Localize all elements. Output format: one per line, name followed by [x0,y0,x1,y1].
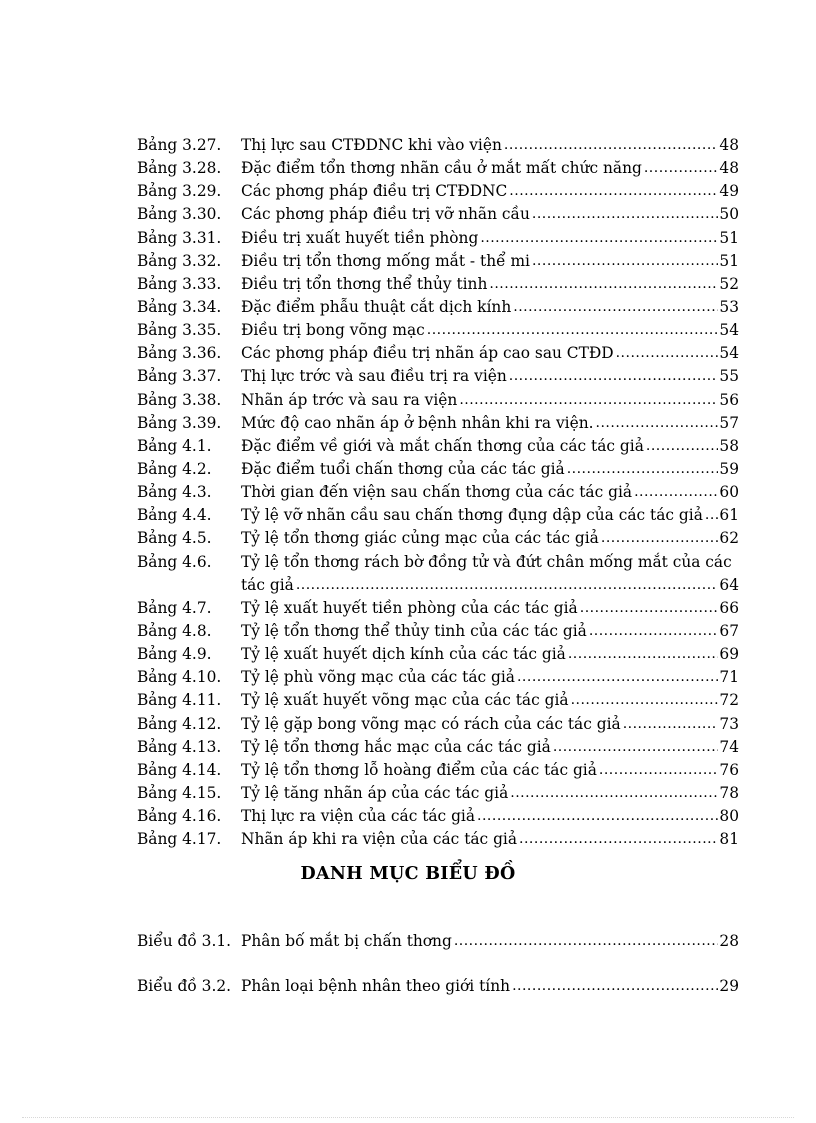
toc-entry [137,412,739,435]
toc-entry [137,620,739,643]
toc-entry [137,666,739,689]
toc-entry-title: Tỷ lệ tổn thơng lỗ hoàng điểm của các tác giả [241,760,597,779]
toc-entry [137,805,739,828]
dot-leader [705,504,719,527]
charts-list-heading: DANH MỤC BIỂU ĐỒ [300,864,516,884]
toc-entry-page: 28 [719,931,739,950]
dot-leader [599,759,719,782]
toc-entry [137,319,739,342]
toc-entry [137,458,739,481]
toc-entry [137,227,739,250]
toc-entry [137,435,739,458]
toc-entry-page: 73 [719,714,739,733]
toc-entry-page: 76 [719,760,739,779]
toc-entry-label: Bảng 4.3. [137,483,212,502]
toc-entry-title: Phân bố mắt bị chấn thơng [241,931,452,950]
toc-entry-title: Các phơng pháp điều trị nhãn áp cao sau CTĐD [241,344,614,363]
toc-entry-page: 48 [719,135,739,154]
toc-entry-page: 53 [719,297,739,316]
dot-leader [510,782,718,805]
dot-leader [568,643,719,666]
toc-entry-title: Tỷ lệ tổn thơng rách bờ đồng tử và đứt chân mống mắt của các [241,552,732,571]
toc-entry-title: Điều trị bong võng mạc [241,321,425,340]
dot-leader [489,273,718,296]
toc-entry-title: Nhãn áp trớc và sau ra viện [241,390,458,409]
toc-entry-title: Tỷ lệ phù võng mạc của các tác giả [241,668,515,687]
toc-entry-title: Thị lực sau CTĐDNC khi vào viện [241,135,502,154]
toc-entry [137,481,739,504]
toc-entry [137,250,739,273]
dot-leader [509,365,719,388]
toc-entry-label: Bảng 3.28. [137,159,222,178]
toc-entry-page: 74 [719,737,739,756]
table-list [137,134,739,851]
dot-leader [517,666,718,689]
dot-leader [509,180,718,203]
toc-entry-label: Bảng 4.2. [137,459,212,478]
toc-entry [137,527,739,550]
toc-entry-label: Bảng 3.27. [137,135,222,154]
toc-entry-label: Bảng 4.5. [137,529,212,548]
toc-entry-label: Bảng 3.39. [137,413,222,432]
toc-entry-page: 54 [719,321,739,340]
toc-entry-title: Tỷ lệ tổn thơng thể thủy tinh của các tác giả [241,621,587,640]
toc-entry-title: Điều trị tổn thơng mống mắt - thể mi [241,251,530,270]
toc-entry-page: 48 [719,159,739,178]
toc-entry-title: Tỷ lệ xuất huyết võng mạc của các tác giả [241,691,569,710]
toc-entry-title: Các phơng pháp điều trị vỡ nhãn cầu [241,205,530,224]
toc-entry-page: 29 [719,977,739,996]
toc-entry-page: 49 [719,182,739,201]
toc-entry [137,975,739,998]
toc-entry-label: Bảng 4.7. [137,598,212,617]
toc-entry [137,930,739,953]
toc-entry-title: Mức độ cao nhãn áp ở bệnh nhân khi ra viện. [241,413,594,432]
toc-entry-page: 55 [719,367,739,386]
toc-entry-label: Bảng 3.31. [137,228,222,247]
toc-entry [137,365,739,388]
toc-entry-label: Bảng 3.29. [137,182,222,201]
toc-entry [137,157,739,180]
dot-leader [427,319,719,342]
toc-entry [137,782,739,805]
toc-entry-label: Bảng 3.38. [137,390,222,409]
dot-leader [532,203,719,226]
toc-entry-page: 56 [719,390,739,409]
chart-list [137,930,739,998]
toc-entry-label: Bảng 3.36. [137,344,222,363]
toc-entry-title: Tỷ lệ gặp bong võng mạc có rách của các tác giả [241,714,621,733]
toc-entry-page: 59 [719,459,739,478]
toc-entry [137,504,739,527]
dot-leader [571,689,719,712]
toc-entry-title: Các phơng pháp điều trị CTĐDNC [241,182,508,201]
toc-entry-label: Bảng 4.13. [137,737,222,756]
toc-entry [137,273,739,296]
dot-leader [646,435,719,458]
toc-entry-label: Bảng 4.16. [137,807,222,826]
toc-entry-page: 81 [719,830,739,849]
dot-leader [623,713,719,736]
toc-entry-page: 78 [719,783,739,802]
toc-entry-label: Bảng 4.11. [137,691,222,710]
dot-leader [512,975,718,998]
toc-entry-label: Bảng 3.34. [137,297,222,316]
toc-entry-title: Tỷ lệ vỡ nhãn cầu sau chấn thơng đụng dập của các tác giả [241,506,703,525]
toc-entry-title-continued: tác giả [241,575,294,594]
toc-entry-label: Bảng 4.4. [137,506,212,525]
toc-entry-label: Bảng 3.32. [137,251,222,270]
dot-leader [296,574,719,597]
toc-entry [137,389,739,412]
toc-entry [137,643,739,666]
dot-leader [459,389,718,412]
dot-leader [644,157,719,180]
toc-entry-title: Đặc điểm tuổi chấn thơng của các tác giả [241,459,565,478]
toc-entry-page: 67 [719,621,739,640]
toc-entry-title: Thị lực trớc và sau điều trị ra viện [241,367,507,386]
dot-leader [634,481,718,504]
toc-entry-page: 64 [719,575,739,594]
toc-entry-label: Bảng 4.1. [137,436,212,455]
toc-entry [137,689,739,712]
toc-entry-title: Thị lực ra viện của các tác giả [241,807,476,826]
dot-leader [532,250,718,273]
toc-entry-label: Bảng 4.14. [137,760,222,779]
toc-entry [137,597,739,620]
toc-entry-page: 52 [719,274,739,293]
dot-leader [553,736,719,759]
toc-entry-page: 62 [719,529,739,548]
toc-entry-title: Nhãn áp khi ra viện của các tác giả [241,830,518,849]
toc-entry [137,736,739,759]
toc-entry-label: Biểu đồ 3.2. [137,977,232,996]
dot-leader [616,342,719,365]
dot-leader [589,620,719,643]
toc-entry-page: 69 [719,645,739,664]
toc-entry-page: 50 [719,205,739,224]
toc-entry-label: Bảng 4.10. [137,668,222,687]
dot-leader [513,296,718,319]
toc-entry [137,828,739,851]
toc-entry-title: Điều trị tổn thơng thể thủy tinh [241,274,488,293]
toc-entry-title: Tỷ lệ xuất huyết tiền phòng của các tác giả [241,598,578,617]
toc-entry-title: Đặc điểm phẫu thuật cắt dịch kính [241,297,512,316]
toc-entry [137,203,739,226]
toc-entry-title: Điều trị xuất huyết tiền phòng [241,228,479,247]
toc-entry-label: Bảng 4.12. [137,714,222,733]
toc-entry [137,342,739,365]
toc-entry-page: 66 [719,598,739,617]
toc-entry-title: Phân loại bệnh nhân theo giới tính [241,977,511,996]
page-bottom-dotted-rule [22,1117,794,1118]
toc-entry-label: Bảng 4.8. [137,621,212,640]
dot-leader [596,412,719,435]
toc-entry-label: Bảng 4.17. [137,830,222,849]
toc-entry-page: 60 [719,483,739,502]
toc-entry-page: 80 [719,807,739,826]
toc-entry-title: Đặc điểm tổn thơng nhãn cầu ở mắt mất chức năng [241,159,642,178]
dot-leader [567,458,719,481]
toc-entry [137,759,739,782]
toc-entry-page: 51 [719,251,739,270]
toc-entry-page: 54 [719,344,739,363]
toc-entry-title: Thời gian đến viện sau chấn thơng của các tác giả [241,483,633,502]
toc-entry-page: 72 [719,691,739,710]
toc-entry-page: 61 [719,506,739,525]
toc-entry-page: 71 [719,668,739,687]
toc-entry-label: Bảng 3.33. [137,274,222,293]
toc-entry-label: Bảng 4.9. [137,645,212,664]
toc-entry-page: 58 [719,436,739,455]
toc-entry-label: Bảng 3.37. [137,367,222,386]
dot-leader [504,134,719,157]
dot-leader [480,227,718,250]
toc-entry-page: 51 [719,228,739,247]
toc-entry-label: Bảng 3.35. [137,321,222,340]
toc-entry-label: Bảng 3.30. [137,205,222,224]
dot-leader [454,930,719,953]
dot-leader [519,828,718,851]
toc-entry-wrapped [137,551,739,597]
toc-entry [137,180,739,203]
toc-entry-title: Đặc điểm về giới và mắt chấn thơng của các tác giả [241,436,644,455]
toc-entry-title: Tỷ lệ tổn thơng giác củng mạc của các tác giả [241,529,599,548]
toc-entry [137,134,739,157]
dot-leader [477,805,718,828]
dot-leader [580,597,719,620]
toc-entry [137,296,739,319]
toc-entry-title: Tỷ lệ tổn thơng hắc mạc của các tác giả [241,737,551,756]
toc-entry [137,713,739,736]
toc-entry-page: 57 [719,413,739,432]
toc-entry-label: Bảng 4.15. [137,783,222,802]
dot-leader [601,527,719,550]
toc-entry-label: Bảng 4.6. [137,552,212,571]
toc-entry-title: Tỷ lệ xuất huyết dịch kính của các tác giả [241,645,566,664]
toc-entry-label: Biểu đồ 3.1. [137,931,232,950]
toc-entry-title: Tỷ lệ tăng nhãn áp của các tác giả [241,783,509,802]
